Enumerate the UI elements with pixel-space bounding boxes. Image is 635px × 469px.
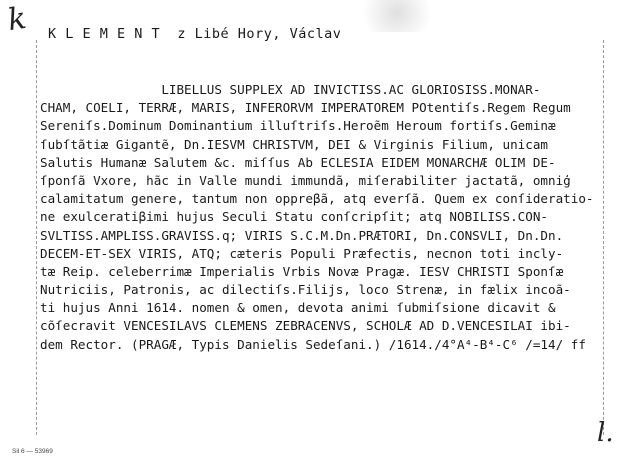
body-line: LIBELLUS SUPPLEX AD INVICTISS.AC GLORIOSISS.MONAR- [40, 82, 541, 97]
body-line: ti hujus Anni 1614. nomen & omen, devota animi ſubmiſsione dicavit & [40, 300, 556, 316]
body-line: tæ Reip. celeberrimæ Imperialis Vrbis Novæ Pragæ. IESV CHRISTI Sponſæ [40, 263, 564, 279]
body-line: calamitatum genere, tantum non oppreβã, atq everſã. Quem ex conſideratio- [40, 191, 594, 207]
handwritten-end-mark: l. [597, 418, 614, 448]
card-body [40, 81, 635, 354]
body-line: Nutriciis, Patronis, ac dilectiſs.Filijs, loco Strenæ, in fælix incoã- [40, 282, 571, 298]
body-line: ne exulceratiβimi hujus Seculi Statu conſcripſit; atq NOBILISS.CON- [40, 209, 548, 225]
handwritten-corner-mark: k [5, 0, 29, 39]
left-margin-line [36, 40, 37, 435]
body-line: cõſecravit VENCESILAVS CLEMENS ZEBRACENVS, SCHOLÆ AD D.VENCESILAI ibi- [40, 318, 571, 334]
body-line: ſponſã Vxore, hãc in Valle mundi immundã, miſerabiliter jactatã, omniģ [40, 172, 571, 188]
body-line: ſubſtãtiæ Gigantẽ, Dn.IESVM CHRISTVM, DEI & Virginis Filium, unicam [40, 136, 548, 152]
body-line: Sereniſs.Dominum Dominantium illuſtriſs.Heroẽm Heroum fortiſs.Geminæ [40, 118, 556, 134]
card-heading: K L E M E N T z Libé Hory, Václav [48, 26, 342, 42]
body-line: dem Rector. (PRAGÆ, Typis Danielis Sedeſani.) /1614./4°A⁴-B⁴-C⁶ /=14/ ff [40, 336, 586, 352]
body-line: DECEM-ET-SEX VIRIS, ATQ; cæteris Populi Præfectis, necnon toti incly- [40, 245, 564, 261]
body-line: CHAM, COELI, TERRÆ, MARIS, INFERORVM IMPERATOREM POtentiſs.Regem Regum [40, 100, 571, 116]
footer-code: Sil 6 — 53969 [12, 448, 53, 455]
body-line: SVLTISS.AMPLISS.GRAVISS.q; VIRIS S.C.M.Dn.PRÆTORI, Dn.CONSVLI, Dn.Dn. [40, 227, 564, 243]
body-line: Salutis Humanæ Salutem &c. miſſus Ab ECLESIA EIDEM MONARCHÆ OLIM DE- [40, 154, 556, 170]
ink-smudge [352, 0, 442, 32]
